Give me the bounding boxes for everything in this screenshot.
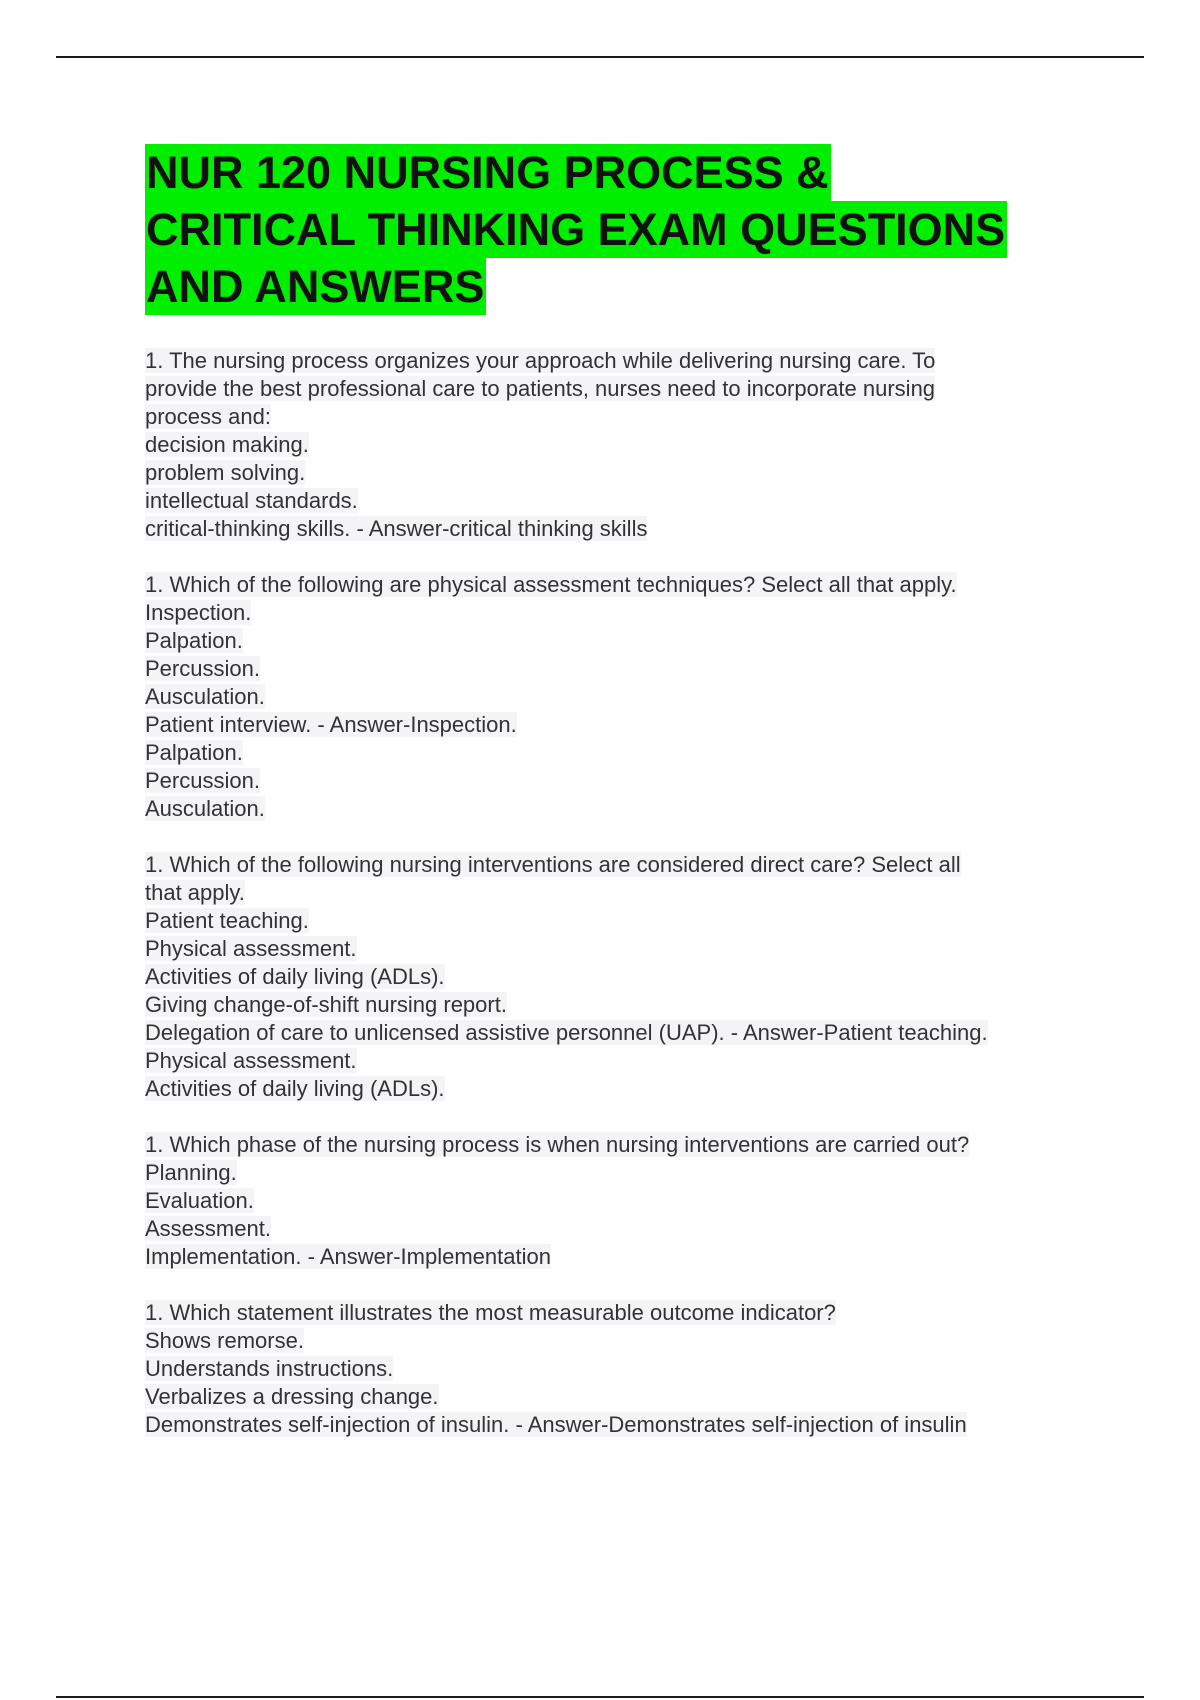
line-text: process and: [145, 404, 271, 429]
answer-option-line [145, 1243, 1085, 1271]
line-text: Implementation. - Answer-Implementation [145, 1244, 551, 1269]
line-text: Understands instructions. [145, 1356, 394, 1381]
answer-option-line [145, 487, 1085, 515]
question-text [145, 851, 1085, 879]
line-text: intellectual standards. [145, 488, 358, 513]
line-text: Physical assessment. [145, 1048, 357, 1073]
answer-option-line [145, 1047, 1085, 1075]
line-text: Planning. [145, 1160, 237, 1185]
line-text: Activities of daily living (ADLs). [145, 964, 445, 989]
answer-option-line [145, 1327, 1085, 1355]
line-text: Demonstrates self-injection of insulin. - Answer-Demonstrates self-injection of insulin [145, 1412, 967, 1437]
question-text [145, 1131, 1085, 1159]
answer-option-line [145, 991, 1085, 1019]
answer-option-line [145, 627, 1085, 655]
title-line: NUR 120 NURSING PROCESS & [145, 144, 831, 201]
line-text: critical-thinking skills. - Answer-critical thinking skills [145, 516, 648, 541]
line-text: problem solving. [145, 460, 306, 485]
answer-option-line [145, 739, 1085, 767]
line-text: Ausculation. [145, 684, 265, 709]
line-text: Shows remorse. [145, 1328, 304, 1353]
question-text [145, 571, 1085, 599]
answer-option-line [145, 907, 1085, 935]
line-text: 1. The nursing process organizes your approach while delivering nursing care. To [145, 348, 936, 373]
question-block [145, 571, 1085, 823]
question-text [145, 1299, 1085, 1327]
answer-option-line [145, 935, 1085, 963]
answer-option-line [145, 1019, 1085, 1047]
question-list [145, 347, 1085, 1439]
line-text: Verbalizes a dressing change. [145, 1384, 439, 1409]
line-text: 1. Which phase of the nursing process is when nursing interventions are carried out? [145, 1132, 970, 1157]
line-text: Evaluation. [145, 1188, 254, 1213]
line-text: Percussion. [145, 656, 260, 681]
question-block [145, 1299, 1085, 1439]
answer-option-line [145, 1075, 1085, 1103]
bottom-rule [56, 1696, 1144, 1698]
line-text: Patient teaching. [145, 908, 309, 933]
question-block [145, 1131, 1085, 1271]
line-text: 1. Which statement illustrates the most measurable outcome indicator? [145, 1300, 836, 1325]
line-text: Physical assessment. [145, 936, 357, 961]
line-text: provide the best professional care to patients, nurses need to incorporate nursing [145, 376, 936, 401]
answer-option-line [145, 795, 1085, 823]
answer-option-line [145, 1411, 1085, 1439]
question-block [145, 347, 1085, 543]
document-body [145, 144, 1085, 1467]
answer-option-line [145, 1383, 1085, 1411]
question-block [145, 851, 1085, 1103]
top-rule [56, 56, 1144, 58]
answer-option-line [145, 655, 1085, 683]
answer-option-line [145, 431, 1085, 459]
answer-option-line [145, 515, 1085, 543]
line-text: Patient interview. - Answer-Inspection. [145, 712, 517, 737]
line-text: Assessment. [145, 1216, 271, 1241]
title-line: CRITICAL THINKING EXAM QUESTIONS [145, 201, 1007, 258]
line-text: Palpation. [145, 628, 243, 653]
line-text: Palpation. [145, 740, 243, 765]
line-text: Percussion. [145, 768, 260, 793]
line-text: Delegation of care to unlicensed assistive personnel (UAP). - Answer-Patient teaching. [145, 1020, 988, 1045]
line-text: 1. Which of the following are physical assessment techniques? Select all that apply. [145, 572, 957, 597]
answer-option-line [145, 1355, 1085, 1383]
answer-option-line [145, 879, 1085, 907]
answer-option-line [145, 1187, 1085, 1215]
answer-option-line [145, 963, 1085, 991]
line-text: Giving change-of-shift nursing report. [145, 992, 507, 1017]
answer-option-line [145, 403, 1085, 431]
question-text [145, 347, 1085, 375]
answer-option-line [145, 599, 1085, 627]
line-text: Ausculation. [145, 796, 265, 821]
title-line: AND ANSWERS [145, 258, 486, 315]
line-text: that apply. [145, 880, 245, 905]
answer-option-line [145, 711, 1085, 739]
line-text: Activities of daily living (ADLs). [145, 1076, 445, 1101]
line-text: 1. Which of the following nursing interventions are considered direct care? Select all [145, 852, 961, 877]
answer-option-line [145, 375, 1085, 403]
answer-option-line [145, 767, 1085, 795]
answer-option-line [145, 1159, 1085, 1187]
document-title [145, 144, 1085, 315]
line-text: Inspection. [145, 600, 252, 625]
line-text: decision making. [145, 432, 309, 457]
answer-option-line [145, 683, 1085, 711]
answer-option-line [145, 1215, 1085, 1243]
answer-option-line [145, 459, 1085, 487]
